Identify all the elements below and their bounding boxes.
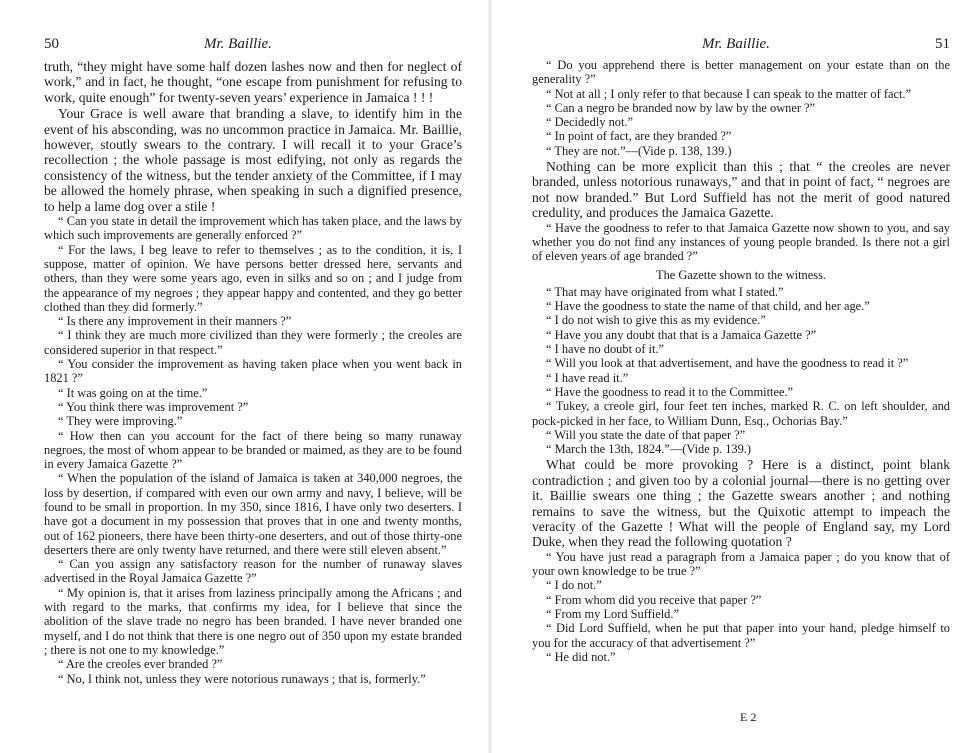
paragraph: “ Not at all ; I only refer to that because I can speak to the matter of fact.” bbox=[546, 86, 912, 101]
right-page-body bbox=[532, 58, 950, 664]
paragraph: What could be more provoking ? Here is a distinct, point blank contradiction ; and given too by a colonial journal—there is no getting over it. Baillie swears one thing ; the Gazette swears another ; and nothing remains to save the witness, but the Quixotic attempt to impeach the veracity of the Gazette ! What will the people of England say, my Lord Duke, when they read the following quotation ? bbox=[532, 457, 950, 550]
running-head: Mr. Baillie. bbox=[204, 36, 272, 52]
paragraph: “ Can you assign any satisfactory reason for the number of runaway slaves advertised in the Royal Jamaica Gazette ?” bbox=[44, 557, 462, 586]
paragraph: Nothing can be more explicit than this ; that “ the creoles are never branded, unless notorious runaways,” and that in point of fact, “ negroes are not now branded.” But Lord Suffield has not the merit of good natured credulity, and produces the Jamaica Gazette. bbox=[532, 159, 950, 221]
paragraph: “ I do not wish to give this as my evidence.” bbox=[546, 313, 766, 328]
paragraph: “ That may have originated from what I stated.” bbox=[546, 284, 784, 299]
paragraph: “ Have the goodness to read it to the Committee.” bbox=[546, 384, 794, 399]
paragraph: “ Can a negro be branded now by law by the owner ?” bbox=[546, 100, 816, 115]
paragraph: “ Are the creoles ever branded ?” bbox=[58, 657, 223, 672]
page-number: 51 bbox=[935, 36, 950, 52]
paragraph: “ You consider the improvement as having taken place when you went back in 1821 ?” bbox=[44, 357, 462, 386]
paragraph: “ I have no doubt of it.” bbox=[546, 342, 665, 357]
paragraph: “ How then can you account for the fact of there being so many runaway negroes, the most of whom appear to be branded or maimed, as they are to be found in every Jamaica Gazette ?” bbox=[44, 428, 462, 472]
paragraph: “ I think they are much more civilized than they were formerly ; the creoles are considered superior in that respect.” bbox=[44, 328, 462, 357]
left-page-body bbox=[44, 59, 462, 686]
paragraph: “ Did Lord Suffield, when he put that paper into your hand, pledge himself to you for the accuracy of that advertisement ?” bbox=[532, 621, 950, 650]
paragraph: “ From whom did you receive that paper ?” bbox=[546, 592, 762, 607]
paragraph: “ Will you look at that advertisement, and have the goodness to read it ?” bbox=[546, 356, 909, 371]
paragraph: “ Is there any improvement in their manners ?” bbox=[58, 314, 292, 329]
paragraph: “ You think there was improvement ?” bbox=[58, 399, 249, 414]
stage-direction: The Gazette shown to the witness. bbox=[656, 267, 826, 282]
paragraph: “ They were improving.” bbox=[58, 414, 183, 429]
paragraph: “ You have just read a paragraph from a Jamaica paper ; do you know that of your own knowledge to be true ?” bbox=[532, 549, 950, 579]
left-page-header bbox=[44, 36, 462, 58]
paragraph: “ In point of fact, are they branded ?” bbox=[546, 129, 732, 144]
running-head: Mr. Baillie. bbox=[702, 36, 770, 52]
paragraph: Your Grace is well aware that branding a slave, to identify him in the event of his absconding, was no uncommon practice in Jamaica. Mr. Baillie, however, stoutly swears to the contrary. I will recall it to your Grace’s recollection ; the whole passage is most edifying, not only as regards the consistency of the witness, but the tender anxiety of the Committee, if I may be allowed the homely phrase, when speaking in such a dignified presence, to help a lame dog over a stile ! bbox=[44, 106, 462, 214]
paragraph: “ They are not.”—(Vide p. 138, 139.) bbox=[546, 143, 732, 158]
paragraph: “ Will you state the date of that paper ?” bbox=[546, 427, 746, 442]
paragraph: “ From my Lord Suffield.” bbox=[546, 607, 679, 622]
paragraph: “ Have the goodness to state the name of that child, and her age.” bbox=[546, 299, 870, 314]
right-page-header bbox=[532, 36, 950, 58]
page-number: 50 bbox=[44, 36, 59, 52]
paragraph: “ Have the goodness to refer to that Jamaica Gazette now shown to you, and say whether you do not find any instances of young people branded. Is there not a girl of eleven years of age branded ?” bbox=[532, 220, 950, 264]
right-page bbox=[490, 0, 980, 753]
paragraph: “ Tukey, a creole girl, four feet ten inches, marked R. C. on left shoulder, and pock-picked in her face, to William Dunn, Esq., Ochorias Bay.” bbox=[532, 399, 950, 428]
paragraph: “ He did not.” bbox=[546, 649, 616, 664]
paragraph: “ For the laws, I beg leave to refer to themselves ; as to the condition, it is, I suppose, matter of opinion. We have persons better dressed here, servants and others, than they were some years ago, even in silks and so on ; and I judge from the appearance of my negroes ; they appear happy and contented, and they go better clothed than they did formerly.” bbox=[44, 242, 462, 314]
paragraph: “ March the 13th, 1824.”—(Vide p. 139.) bbox=[546, 442, 752, 457]
paragraph: truth, “they might have some half dozen lashes now and then for neglect of work,” and in fact, he thought, “one escape from punishment for refusing to work, quite enough” for twenty-seven years’ experience in Jamaica ! ! ! bbox=[44, 59, 462, 105]
paragraph: “ Have you any doubt that that is a Jamaica Gazette ?” bbox=[546, 327, 817, 342]
paragraph: “ Can you state in detail the improvement which has taken place, and the laws by which such improvements are generally enforced ?” bbox=[44, 214, 462, 243]
paragraph: “ My opinion is, that it arises from laziness principally among the Africans ; and with regard to the marks, that confirms my idea, for I believe that since the abolition of the slave trade no negro has been branded. I have never branded one myself, and I do not think that there is one negro out of 350 upon my estate branded ; there is not one to my knowledge.” bbox=[44, 585, 462, 657]
signature-mark: E 2 bbox=[740, 710, 757, 724]
paragraph: “ No, I think not, unless they were notorious runaways ; that is, formerly.” bbox=[58, 671, 426, 686]
paragraph: “ Do you apprehend there is better management on your estate than on the generality ?” bbox=[532, 58, 950, 87]
paragraph: “ Decidedly not.” bbox=[546, 115, 634, 130]
paragraph: “ I have read it.” bbox=[546, 370, 629, 385]
paragraph: “ It was going on at the time.” bbox=[58, 385, 208, 400]
paragraph: “ When the population of the island of Jamaica is taken at 340,000 negroes, the loss by desertion, if compared with even our own army and navy, I believe, will be found to be small in proportion. In my 350, since 1816, I have only two deserters. I have got a document in my possession that proves that in one and twenty months, out of 162 pioneers, there have been thirty-one deserters, and out of those thirty-one deserters there are only twenty have returned, and there were still eleven absent.” bbox=[44, 471, 462, 557]
paragraph: “ I do not.” bbox=[546, 578, 602, 593]
